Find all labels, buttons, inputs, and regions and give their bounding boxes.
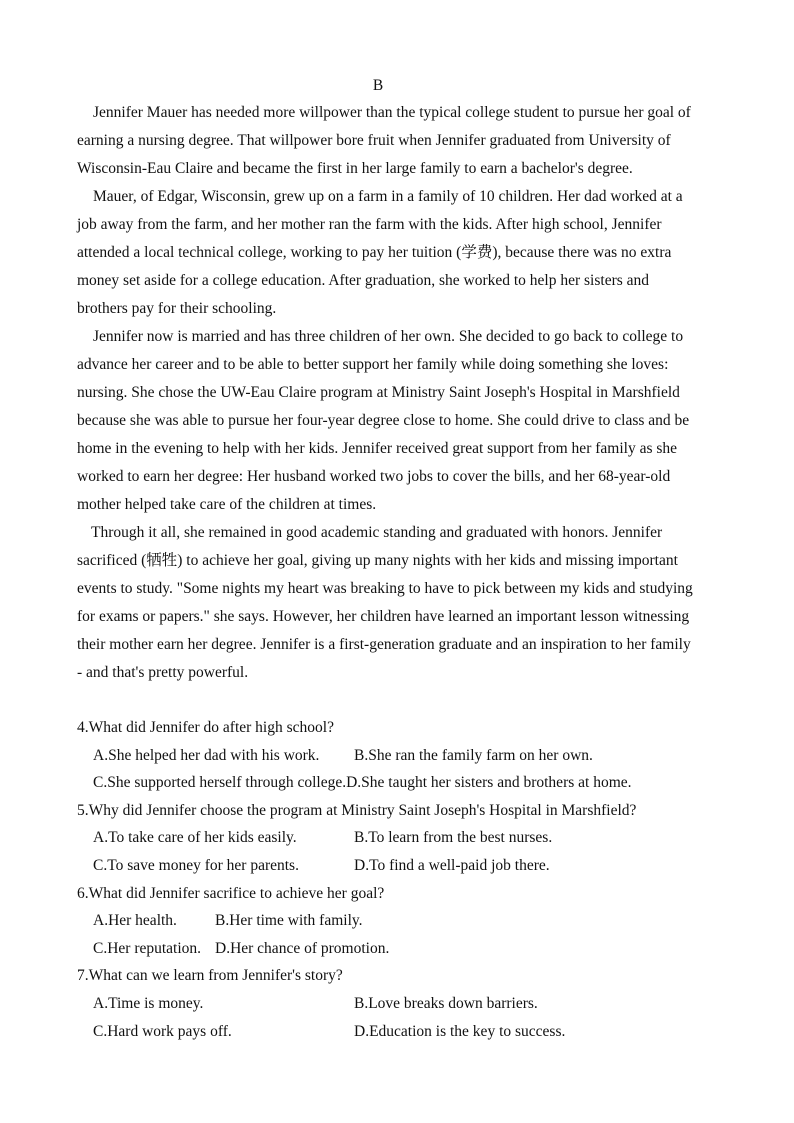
option-c: C.Her reputation.: [93, 939, 202, 957]
passage-line: job away from the farm, and her mother ran the farm with the kids. After high school, Jennifer: [77, 216, 662, 233]
option-d: D.Her chance of promotion.: [215, 939, 390, 957]
passage-line: because she was able to pursue her four-year degree close to home. She could drive to class and be: [77, 412, 690, 429]
option-a: A.Time is money.: [93, 994, 204, 1012]
option-row: [77, 852, 737, 880]
passage-paragraph-3: [77, 323, 717, 519]
option-row: [77, 769, 737, 797]
passage-line: home in the evening to help with her kids. Jennifer received great support from her family as she: [77, 440, 678, 457]
passage-line: Mauer, of Edgar, Wisconsin, grew up on a farm in a family of 10 children. Her dad worked at a: [93, 188, 683, 205]
option-row: [77, 907, 737, 935]
option-a: A.To take care of her kids easily.: [93, 829, 297, 847]
option-row: [77, 1018, 737, 1046]
question-6: [77, 880, 737, 963]
option-d: D.To find a well-paid job there.: [354, 856, 550, 874]
passage-paragraph-1: [77, 99, 717, 183]
question-list: [77, 714, 737, 1045]
passage-line: worked to earn her degree: Her husband worked two jobs to cover the bills, and her 68-year-old: [77, 468, 671, 485]
reading-passage: [77, 99, 717, 687]
passage-line: sacrificed (牺牲) to achieve her goal, giving up many nights with her kids and missing important: [77, 552, 678, 569]
question-5: [77, 797, 737, 880]
passage-line: advance her career and to be able to better support her family while doing something she loves:: [77, 356, 669, 373]
passage-line: attended a local technical college, working to pay her tuition (学费), because there was no extra: [77, 244, 672, 261]
passage-line: - and that's pretty powerful.: [77, 664, 249, 681]
option-d: D.She taught her sisters and brothers at home.: [346, 774, 632, 792]
question-7: [77, 962, 737, 1045]
question-stem: 6.What did Jennifer sacrifice to achieve her goal?: [77, 884, 385, 902]
passage-line: for exams or papers." she says. However, her children have learned an important lesson witnessing: [77, 608, 690, 625]
section-label: B: [372, 77, 384, 94]
passage-line: mother helped take care of the children at times.: [77, 496, 377, 513]
option-row: [77, 935, 737, 963]
option-c: C.She supported herself through college.: [93, 774, 347, 792]
option-b: B.Love breaks down barriers.: [354, 994, 538, 1012]
question-stem: 7.What can we learn from Jennifer's story?: [77, 967, 343, 985]
passage-line: nursing. She chose the UW-Eau Claire program at Ministry Saint Joseph's Hospital in Marshfield: [77, 384, 680, 401]
option-c: C.To save money for her parents.: [93, 856, 299, 874]
question-stem: 4.What did Jennifer do after high school?: [77, 719, 334, 736]
option-b: B.She ran the family farm on her own.: [354, 746, 593, 764]
passage-line: events to study. "Some nights my heart was breaking to have to pick between my kids and studying: [77, 580, 693, 597]
option-row: [77, 824, 737, 852]
passage-line: Wisconsin-Eau Claire and became the first in her large family to earn a bachelor's degree.: [77, 160, 633, 177]
question-stem: 5.Why did Jennifer choose the program at Ministry Saint Joseph's Hospital in Marshfield?: [77, 801, 637, 819]
passage-line: Jennifer now is married and has three children of her own. She decided to go back to college to: [93, 328, 684, 345]
passage-paragraph-4: [77, 519, 717, 687]
option-d: D.Education is the key to success.: [354, 1022, 566, 1040]
passage-line: Through it all, she remained in good academic standing and graduated with honors. Jennifer: [91, 524, 663, 541]
option-c: C.Hard work pays off.: [93, 1022, 232, 1040]
passage-line: brothers pay for their schooling.: [77, 300, 277, 317]
option-b: B.To learn from the best nurses.: [354, 829, 553, 847]
question-4: [77, 714, 737, 797]
passage-line: money set aside for a college education. After graduation, she worked to help her sisters and: [77, 272, 650, 289]
passage-paragraph-2: [77, 183, 717, 323]
option-row: [77, 990, 737, 1018]
passage-line: their mother earn her degree. Jennifer is a first-generation graduate and an inspiration to her family: [77, 636, 691, 653]
option-row: [77, 742, 737, 770]
option-b: B.Her time with family.: [215, 912, 363, 930]
passage-line: Jennifer Mauer has needed more willpower than the typical college student to pursue her goal of: [93, 104, 691, 121]
option-a: A.Her health.: [93, 912, 177, 930]
option-a: A.She helped her dad with his work.: [93, 746, 320, 764]
passage-line: earning a nursing degree. That willpower bore fruit when Jennifer graduated from University of: [77, 132, 671, 149]
